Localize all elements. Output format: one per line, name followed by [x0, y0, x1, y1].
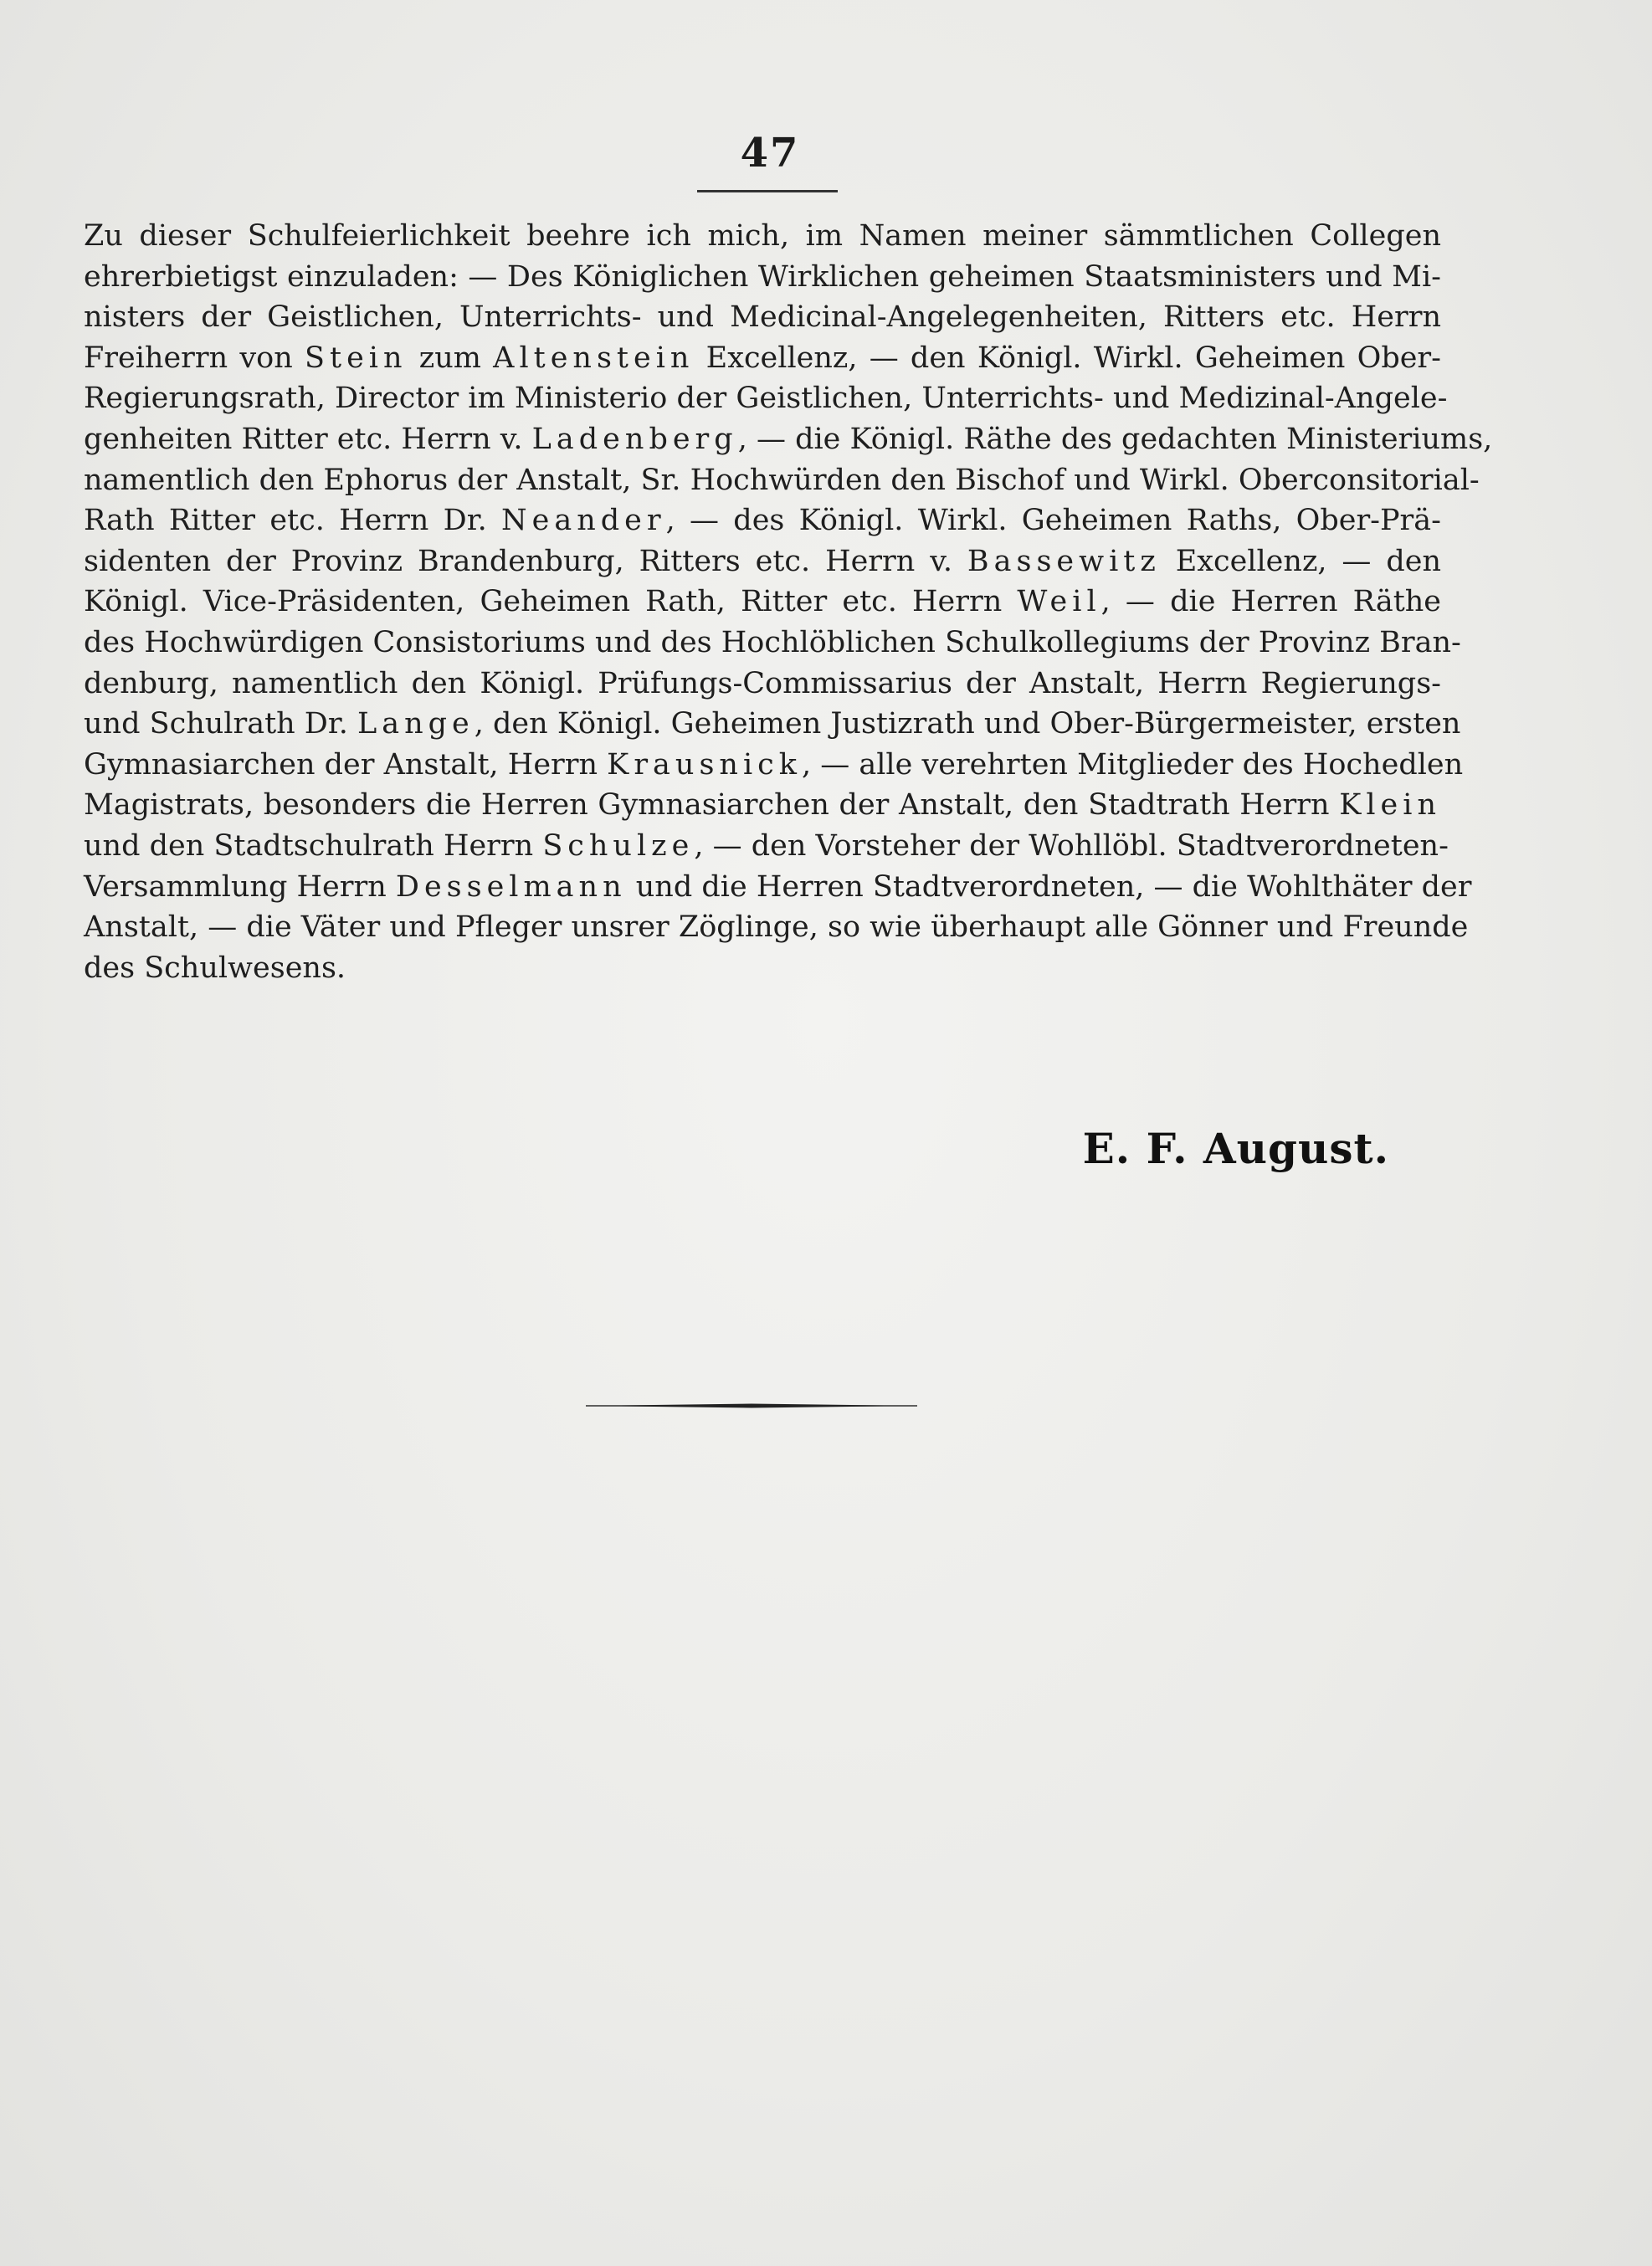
text-segment: Königl. Vice-Präsidenten, Geheimen Rath, Ritter etc. Herrn [84, 585, 1018, 619]
text-segment: genheiten Ritter etc. Herrn v. [84, 422, 532, 456]
signature: E. F. August. [1082, 1124, 1389, 1173]
spaced-name: Bassewitz [967, 544, 1161, 578]
text-segment: nisters der Geistlichen, Unterrichts- und Medicinal-Angelegenheiten, Ritters etc. Herrn [84, 300, 1441, 335]
text-segment: und Schulrath Dr. [84, 707, 357, 741]
text-segment: , — die Königl. Räthe des gedachten Ministeriums, [737, 422, 1493, 456]
text-segment: Regierungsrath, Director im Ministerio der Geistlichen, Unterrichts- und Medizinal-Angele- [84, 382, 1448, 416]
spaced-name: Altenstein [493, 341, 695, 375]
text-segment: Versammlung Herrn [84, 869, 396, 904]
text-segment: des Hochwürdigen Consistoriums und des Hochlöblichen Schulkollegiums der Provinz Bran- [84, 625, 1461, 659]
text-segment: ehrerbietigst einzuladen: — Des Königlichen Wirklichen geheimen Staatsministers und Mi- [84, 259, 1441, 294]
text-line [84, 500, 1441, 541]
text-segment: , den Königl. Geheimen Justizrath und Ober-Bürgermeister, ersten [474, 707, 1461, 741]
spaced-name: Schulze [542, 828, 695, 863]
spaced-name: Desselmann [395, 869, 627, 904]
text-line [84, 419, 1493, 460]
text-segment: Gymnasiarchen der Anstalt, Herrn [84, 747, 608, 782]
text-segment: Excellenz, — den Königl. Wirkl. Geheimen Ober- [694, 341, 1441, 375]
text-line [84, 826, 1449, 867]
text-segment: Anstalt, — die Väter und Pfleger unsrer Zöglinge, so wie überhaupt alle Gönner und Freunde [84, 910, 1469, 945]
text-segment: und die Herren Stadtverordneten, — die Wohlthäter der [626, 869, 1472, 904]
text-line [84, 257, 1441, 298]
spaced-name: Krausnick [607, 747, 802, 782]
page-number-underline [697, 190, 838, 192]
invitation-paragraph [84, 216, 1493, 988]
text-line [84, 948, 1441, 989]
text-line [84, 623, 1461, 664]
text-line [84, 541, 1441, 582]
text-line [84, 907, 1469, 948]
spaced-name: Neander [501, 504, 666, 538]
spaced-name: Klein [1339, 788, 1441, 823]
spaced-name: Weil [1017, 585, 1101, 619]
text-line [84, 785, 1441, 826]
text-segment: und den Stadtschulrath Herrn [84, 828, 543, 863]
text-segment: denburg, namentlich den Königl. Prüfungs-Commissarius der Anstalt, Herrn Regierungs- [84, 666, 1441, 700]
text-segment: sidenten der Provinz Brandenburg, Ritters etc. Herrn v. [84, 544, 967, 578]
text-segment: namentlich den Ephorus der Anstalt, Sr. Hochwürden den Bischof und Wirkl. Oberconsitorial- [84, 463, 1480, 497]
page-number: 47 [740, 130, 800, 177]
text-segment: , — des Königl. Wirkl. Geheimen Raths, Ober-Prä- [665, 504, 1441, 538]
text-segment: , — die Herren Räthe [1100, 585, 1442, 619]
text-segment: Rath Ritter etc. Herrn Dr. [84, 504, 501, 538]
text-line [84, 664, 1441, 705]
text-segment: Zu dieser Schulfeierlichkeit beehre ich mich, im Namen meiner sämmtlichen Collegen [84, 219, 1441, 253]
end-rule-graphic [586, 1402, 917, 1409]
text-segment: , — alle verehrten Mitglieder des Hochedlen [801, 747, 1464, 782]
text-line [84, 867, 1472, 908]
text-segment: zum [407, 341, 494, 375]
text-segment: Excellenz, — den [1160, 544, 1441, 578]
text-line [84, 338, 1441, 379]
end-ornament-rule [586, 1402, 917, 1409]
text-line [84, 704, 1461, 745]
text-line [84, 216, 1441, 257]
text-line [84, 745, 1464, 786]
text-line [84, 582, 1441, 623]
text-segment: des Schulwesens. [84, 951, 346, 985]
text-segment: Freiherrn von [84, 341, 305, 375]
spaced-name: Stein [305, 341, 408, 375]
spaced-name: Lange [357, 707, 475, 741]
spaced-name: Ladenberg [531, 422, 738, 456]
text-line [84, 297, 1441, 338]
text-segment: , — den Vorsteher der Wohllöbl. Stadtverordneten- [694, 828, 1449, 863]
text-segment: Magistrats, besonders die Herren Gymnasiarchen der Anstalt, den Stadtrath Herrn [84, 788, 1340, 823]
text-line [84, 378, 1448, 419]
text-line [84, 460, 1480, 501]
